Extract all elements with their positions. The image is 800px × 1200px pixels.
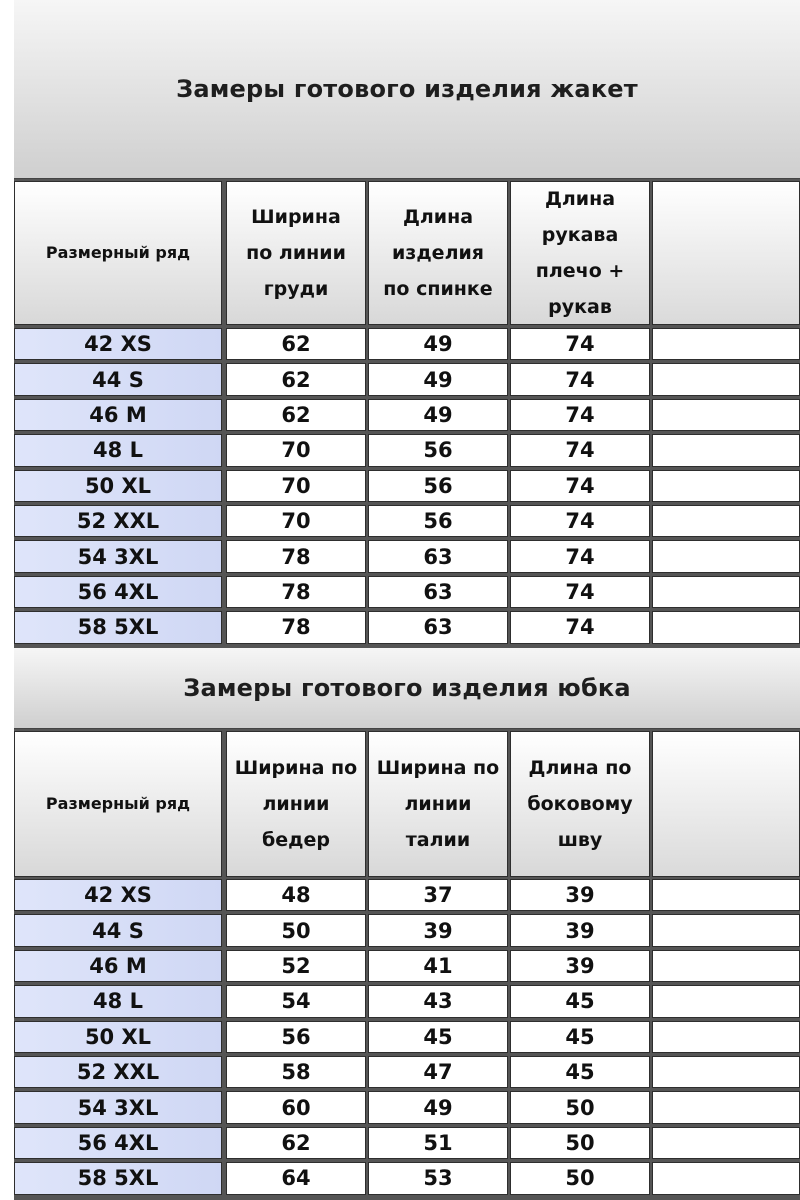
jacket-size-cell: 44 S [14, 363, 222, 395]
skirt-value-cell: 49 [368, 1091, 508, 1123]
skirt-value-cell: 39 [510, 914, 650, 946]
jacket-title-band [14, 0, 800, 179]
skirt-value-cell: 45 [510, 985, 650, 1017]
jacket-value-cell: 63 [368, 611, 508, 643]
jacket-value-cell [652, 576, 800, 608]
jacket-value-cell: 78 [226, 576, 366, 608]
skirt-value-cell: 64 [226, 1162, 366, 1194]
jacket-value-cell: 49 [368, 328, 508, 360]
skirt-value-cell [652, 1091, 800, 1123]
skirt-size-cell: 52 XXL [14, 1056, 222, 1088]
skirt-value-cell [652, 879, 800, 911]
skirt-value-cell [652, 985, 800, 1017]
jacket-header-1: Ширина по линии груди [226, 181, 366, 325]
skirt-value-cell: 37 [368, 879, 508, 911]
jacket-value-cell: 74 [510, 363, 650, 395]
jacket-size-cell: 52 XXL [14, 505, 222, 537]
skirt-value-cell: 62 [226, 1127, 366, 1159]
jacket-value-cell: 74 [510, 576, 650, 608]
skirt-header-2: Ширина по линии талии [368, 731, 508, 877]
skirt-size-cell: 56 4XL [14, 1127, 222, 1159]
jacket-size-cell: 42 XS [14, 328, 222, 360]
jacket-value-cell: 70 [226, 505, 366, 537]
jacket-title: Замеры готового изделия жакет [176, 75, 638, 103]
jacket-value-cell: 62 [226, 363, 366, 395]
jacket-header-3: Длина рукава плечо + рукав [510, 181, 650, 325]
jacket-header-4 [652, 181, 800, 325]
jacket-size-cell: 46 M [14, 399, 222, 431]
jacket-value-cell [652, 611, 800, 643]
skirt-value-cell: 41 [368, 950, 508, 982]
skirt-value-cell: 43 [368, 985, 508, 1017]
jacket-value-cell [652, 363, 800, 395]
jacket-header-0: Размерный ряд [14, 181, 222, 325]
skirt-value-cell: 54 [226, 985, 366, 1017]
jacket-value-cell: 56 [368, 470, 508, 502]
jacket-size-cell: 48 L [14, 434, 222, 466]
jacket-value-cell: 74 [510, 434, 650, 466]
skirt-value-cell [652, 1127, 800, 1159]
jacket-value-cell: 78 [226, 611, 366, 643]
jacket-value-cell: 56 [368, 434, 508, 466]
skirt-value-cell: 51 [368, 1127, 508, 1159]
jacket-value-cell: 62 [226, 399, 366, 431]
skirt-value-cell: 50 [510, 1162, 650, 1194]
jacket-header-2: Длина изделия по спинке [368, 181, 508, 325]
jacket-value-cell [652, 434, 800, 466]
jacket-value-cell: 74 [510, 399, 650, 431]
jacket-size-cell: 54 3XL [14, 540, 222, 572]
skirt-size-cell: 50 XL [14, 1021, 222, 1053]
skirt-value-cell: 47 [368, 1056, 508, 1088]
jacket-value-cell: 49 [368, 363, 508, 395]
skirt-size-cell: 48 L [14, 985, 222, 1017]
jacket-value-cell: 74 [510, 328, 650, 360]
skirt-value-cell [652, 950, 800, 982]
skirt-value-cell: 50 [510, 1091, 650, 1123]
jacket-value-cell: 63 [368, 576, 508, 608]
skirt-value-cell [652, 1021, 800, 1053]
jacket-value-cell [652, 470, 800, 502]
skirt-value-cell [652, 914, 800, 946]
skirt-value-cell: 50 [226, 914, 366, 946]
skirt-size-cell: 46 M [14, 950, 222, 982]
skirt-header-0: Размерный ряд [14, 731, 222, 877]
skirt-value-cell: 60 [226, 1091, 366, 1123]
skirt-value-cell: 52 [226, 950, 366, 982]
jacket-value-cell: 74 [510, 611, 650, 643]
jacket-value-cell: 74 [510, 540, 650, 572]
skirt-value-cell: 45 [510, 1021, 650, 1053]
jacket-value-cell: 63 [368, 540, 508, 572]
skirt-size-cell: 44 S [14, 914, 222, 946]
jacket-size-cell: 56 4XL [14, 576, 222, 608]
skirt-size-cell: 54 3XL [14, 1091, 222, 1123]
jacket-value-cell: 70 [226, 434, 366, 466]
jacket-value-cell: 74 [510, 470, 650, 502]
jacket-value-cell: 70 [226, 470, 366, 502]
jacket-size-cell: 58 5XL [14, 611, 222, 643]
skirt-header-4 [652, 731, 800, 877]
jacket-value-cell: 74 [510, 505, 650, 537]
skirt-value-cell: 39 [510, 950, 650, 982]
skirt-value-cell: 58 [226, 1056, 366, 1088]
skirt-value-cell: 39 [510, 879, 650, 911]
skirt-size-cell: 42 XS [14, 879, 222, 911]
jacket-value-cell [652, 399, 800, 431]
skirt-value-cell: 56 [226, 1021, 366, 1053]
skirt-value-cell: 45 [510, 1056, 650, 1088]
skirt-value-cell [652, 1162, 800, 1194]
size-chart-sheet [14, 0, 800, 1200]
jacket-value-cell [652, 505, 800, 537]
skirt-title-band [14, 648, 800, 729]
skirt-value-cell: 50 [510, 1127, 650, 1159]
jacket-value-cell: 62 [226, 328, 366, 360]
jacket-value-cell: 56 [368, 505, 508, 537]
jacket-value-cell: 49 [368, 399, 508, 431]
skirt-title: Замеры готового изделия юбка [183, 674, 631, 702]
skirt-size-cell: 58 5XL [14, 1162, 222, 1194]
skirt-header-3: Длина по боковому шву [510, 731, 650, 877]
skirt-value-cell: 48 [226, 879, 366, 911]
skirt-value-cell: 39 [368, 914, 508, 946]
skirt-header-1: Ширина по линии бедер [226, 731, 366, 877]
jacket-value-cell [652, 328, 800, 360]
jacket-size-cell: 50 XL [14, 470, 222, 502]
jacket-value-cell: 78 [226, 540, 366, 572]
skirt-value-cell: 45 [368, 1021, 508, 1053]
skirt-value-cell: 53 [368, 1162, 508, 1194]
skirt-value-cell [652, 1056, 800, 1088]
jacket-value-cell [652, 540, 800, 572]
